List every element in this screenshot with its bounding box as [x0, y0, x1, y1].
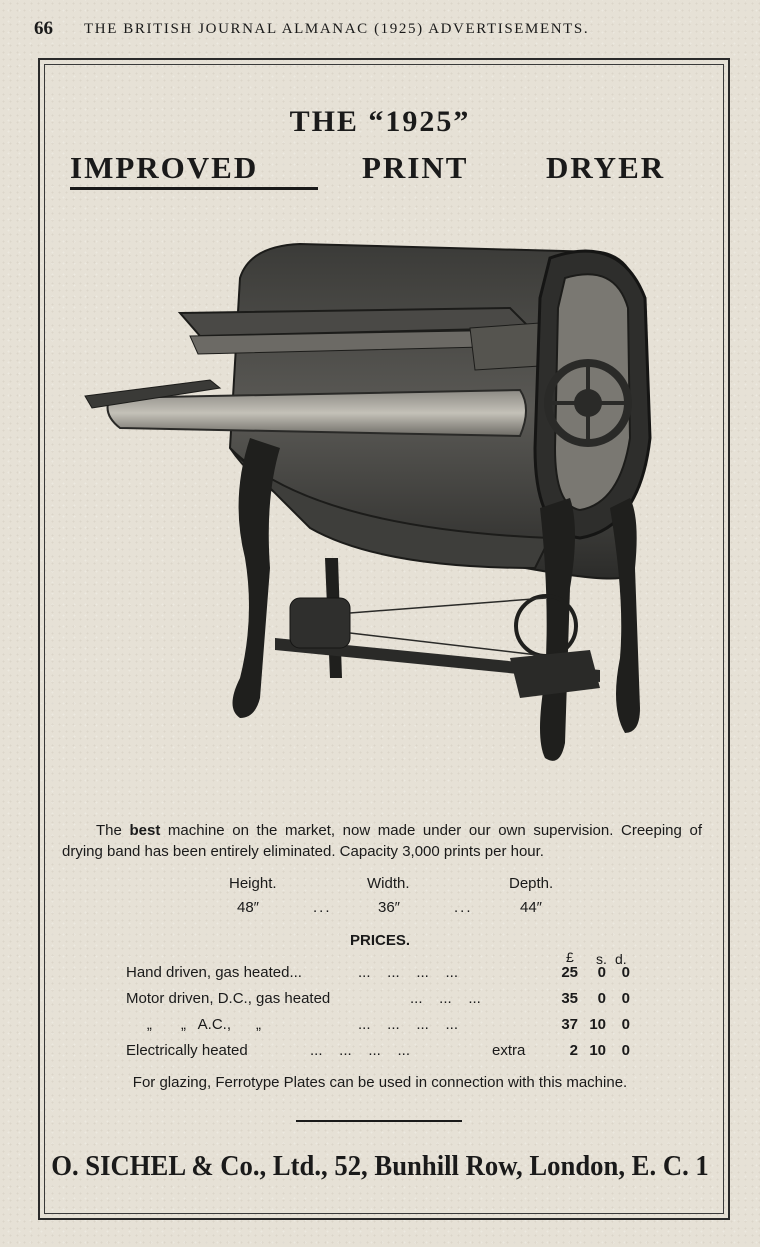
width-value: 36″	[378, 899, 400, 916]
prices-heading: PRICES.	[349, 932, 410, 949]
page-header	[34, 18, 734, 46]
description-bold: best	[129, 822, 161, 839]
price-pence: 0	[621, 964, 630, 981]
headline-year: THE “1925”	[289, 105, 471, 138]
product-description	[62, 820, 702, 862]
glazing-note: For glazing, Ferrotype Plates can be used in connection with this machine.	[132, 1074, 628, 1091]
headline-dryer: DRYER	[546, 150, 666, 185]
dimension-separator: ...	[313, 899, 332, 916]
price-dots: ... ... ...	[410, 990, 481, 1007]
price-label: Motor driven, D.C., gas heated	[126, 990, 331, 1007]
headline-improved: IMPROVED	[70, 150, 259, 185]
price-pence: 0	[621, 1016, 630, 1033]
headline-print: PRINT	[362, 150, 469, 185]
headline-underline	[70, 187, 318, 190]
price-shillings: 0	[597, 964, 606, 981]
currency-shillings: s.	[596, 951, 607, 967]
width-label: Width.	[367, 875, 410, 892]
height-value: 48″	[237, 899, 259, 916]
price-dots: ... ... ... ...	[358, 1016, 459, 1033]
page-number: 66	[34, 18, 53, 39]
price-row	[126, 964, 636, 986]
depth-label: Depth.	[509, 875, 554, 892]
advertiser-address: O. SICHEL & Co., Ltd., 52, Bunhill Row, London, E. C. 1	[51, 1150, 709, 1182]
running-title: THE BRITISH JOURNAL ALMANAC (1925) ADVERTISEMENTS.	[84, 21, 590, 37]
price-shillings: 0	[597, 990, 606, 1007]
price-row	[126, 1042, 636, 1064]
price-label: Hand driven, gas heated...	[126, 964, 302, 981]
description-lead: The	[96, 822, 130, 839]
description-rest: machine on the market, now made under our own supervision. Creeping of drying band has been entirely eliminated. Capacity 3,000 prints per hour.	[62, 822, 702, 860]
price-shillings: 10	[589, 1042, 606, 1059]
price-pence: 0	[621, 990, 630, 1007]
price-extra: extra	[492, 1042, 526, 1059]
height-label: Height.	[229, 875, 277, 892]
currency-pence: d.	[615, 951, 627, 967]
price-pounds: 2	[569, 1042, 578, 1059]
price-pounds: 37	[561, 1016, 578, 1033]
price-pounds: 35	[561, 990, 578, 1007]
price-shillings: 10	[589, 1016, 606, 1033]
price-pounds: 25	[561, 964, 578, 981]
price-dots: ... ... ... ...	[310, 1042, 411, 1059]
price-label: Electrically heated	[126, 1042, 248, 1059]
price-dots: ... ... ... ...	[358, 964, 459, 981]
print-dryer-illustration	[80, 238, 660, 798]
dimension-separator: ...	[454, 899, 473, 916]
divider-rule	[296, 1120, 462, 1122]
currency-pounds: £	[566, 949, 574, 965]
depth-value: 44″	[520, 899, 542, 916]
price-label: „ „ A.C., „	[126, 1016, 262, 1033]
price-row	[126, 1016, 636, 1038]
price-row	[126, 990, 636, 1012]
price-pence: 0	[621, 1042, 630, 1059]
